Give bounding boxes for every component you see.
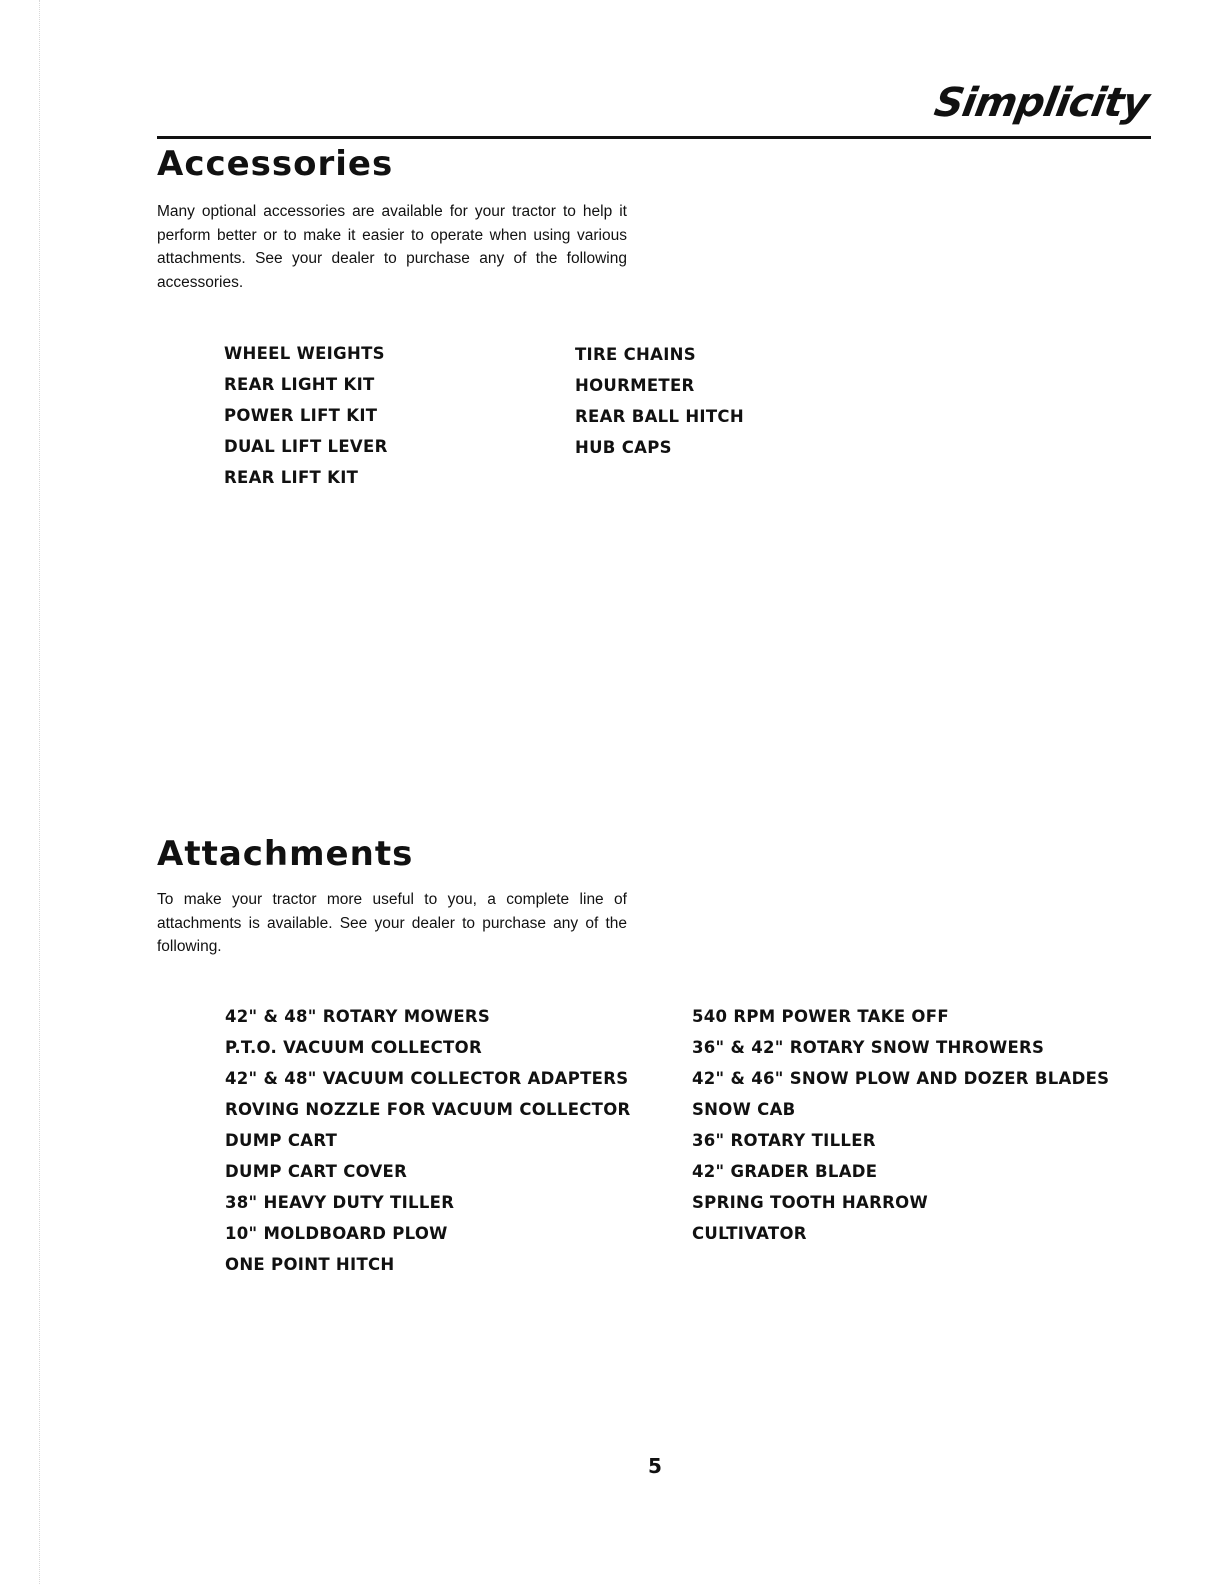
list-item: 36" & 42" ROTARY SNOW THROWERS — [692, 1038, 1045, 1057]
list-item: 540 RPM POWER TAKE OFF — [692, 1007, 949, 1026]
accessories-intro: Many optional accessories are available for your tractor to help it perform better or to make it easier to operate when using various attachments. See your dealer to purchase any of the following accessories. — [157, 203, 627, 291]
list-item: DUAL LIFT LEVER — [224, 437, 388, 456]
list-item: SNOW CAB — [692, 1100, 796, 1119]
list-item: WHEEL WEIGHTS — [224, 344, 385, 363]
list-item: P.T.O. VACUUM COLLECTOR — [225, 1038, 482, 1057]
list-item: REAR BALL HITCH — [575, 407, 744, 426]
list-item: POWER LIFT KIT — [224, 406, 378, 425]
brand-logo: Simplicity — [931, 80, 1153, 126]
scan-edge — [0, 0, 40, 1584]
list-item: TIRE CHAINS — [575, 345, 696, 364]
list-item: REAR LIFT KIT — [224, 468, 359, 487]
accessories-list-left — [224, 338, 388, 493]
attachments-list-left — [225, 1001, 631, 1280]
attachments-list-right — [692, 1001, 1109, 1249]
header-rule — [157, 136, 1151, 139]
list-item: ONE POINT HITCH — [225, 1255, 395, 1274]
list-item: DUMP CART — [225, 1131, 338, 1150]
list-item: 42" & 48" ROTARY MOWERS — [225, 1007, 491, 1026]
list-item: ROVING NOZZLE FOR VACUUM COLLECTOR — [225, 1100, 631, 1119]
list-item: 42" & 46" SNOW PLOW AND DOZER BLADES — [692, 1069, 1110, 1088]
attachments-title: Attachments — [157, 834, 414, 874]
attachments-intro: To make your tractor more useful to you, a complete line of attachments is available. See your dealer to purchase any of the following. — [157, 891, 627, 955]
list-item: 42" GRADER BLADE — [692, 1162, 878, 1181]
list-item: 36" ROTARY TILLER — [692, 1131, 876, 1150]
list-item: SPRING TOOTH HARROW — [692, 1193, 928, 1212]
list-item: 38" HEAVY DUTY TILLER — [225, 1193, 455, 1212]
list-item: REAR LIGHT KIT — [224, 375, 375, 394]
accessories-title: Accessories — [157, 144, 394, 184]
accessories-list-right — [575, 339, 744, 463]
list-item: CULTIVATOR — [692, 1224, 807, 1243]
page-number: 5 — [648, 1454, 662, 1478]
list-item: HUB CAPS — [575, 438, 672, 457]
list-item: HOURMETER — [575, 376, 695, 395]
list-item: 10" MOLDBOARD PLOW — [225, 1224, 448, 1243]
list-item: 42" & 48" VACUUM COLLECTOR ADAPTERS — [225, 1069, 629, 1088]
list-item: DUMP CART COVER — [225, 1162, 408, 1181]
